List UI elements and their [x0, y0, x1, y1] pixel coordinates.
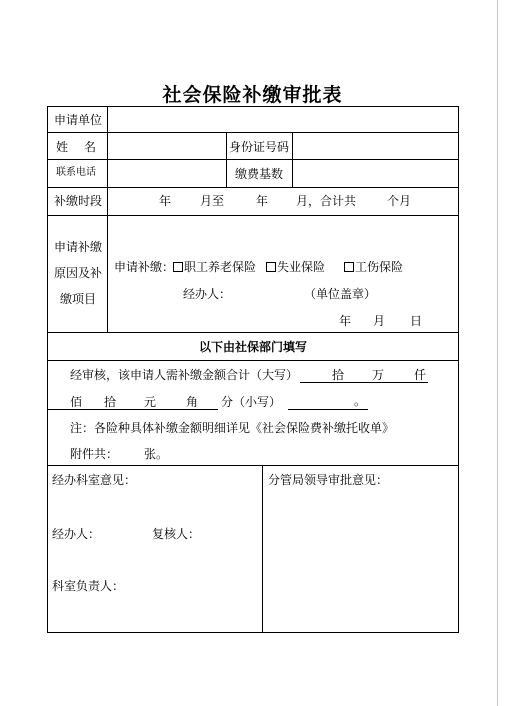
id-number-field[interactable] — [295, 135, 454, 157]
injury-checkbox[interactable] — [344, 262, 354, 272]
unit-label: 申请单位 — [54, 113, 103, 127]
reason-date-year: 年 — [339, 314, 352, 328]
phone-label: 联系电话 — [56, 167, 96, 178]
amount-shi: 拾 — [104, 395, 117, 409]
name-label: 姓 名 — [56, 140, 99, 154]
amount-fen-small: 分（小写） — [221, 395, 282, 409]
period-label: 补缴时段 — [54, 194, 103, 208]
pension-label: 职工养老保险 — [184, 260, 257, 274]
injury-option[interactable] — [344, 261, 403, 273]
leader-opinion-label: 分管局领导审批意见： — [268, 473, 389, 487]
period-year2: 年 — [256, 194, 269, 208]
reason-label-line3: 缴项目 — [60, 292, 97, 306]
form-title: 社会保险补缴审批表 — [162, 84, 343, 106]
base-field[interactable] — [295, 162, 454, 184]
reason-date-month: 月 — [373, 314, 386, 328]
approval-form-table — [47, 106, 459, 633]
amount-end-mark: 。 — [354, 394, 367, 408]
office-opinion-label: 经办科室意见： — [52, 473, 137, 487]
amount-bai: 佰 — [70, 395, 83, 409]
name-field[interactable] — [110, 135, 222, 157]
unemployment-label: 失业保险 — [277, 260, 326, 274]
unemployment-checkbox[interactable] — [266, 262, 276, 272]
amount-wan: 万 — [372, 368, 385, 382]
period-month-total: 月，合计共 — [296, 194, 357, 208]
phone-field[interactable] — [110, 162, 222, 184]
unit-seal-label: （单位盖章） — [304, 287, 377, 301]
section-header: 以下由社保部门填写 — [198, 340, 307, 354]
attachment-prefix: 附件共： — [70, 447, 119, 461]
reviewer-label: 复核人： — [152, 527, 201, 541]
bottom-handler-label: 经办人： — [52, 527, 101, 541]
unit-field[interactable] — [110, 110, 454, 130]
reason-label-line1: 申请补缴 — [54, 240, 103, 254]
amount-qian: 仟 — [414, 368, 427, 382]
period-month-to: 月至 — [200, 194, 225, 208]
section-head-label: 科室负责人： — [52, 579, 125, 593]
reason-prefix: 申请补缴： — [114, 260, 175, 274]
review-note: 注：各险种具体补缴金额明细详见《社会保险费补缴托收单》 — [70, 421, 395, 435]
attachment-suffix: 张。 — [144, 447, 169, 461]
reason-label-line2: 原因及补 — [54, 266, 103, 280]
base-label: 缴费基数 — [235, 167, 284, 181]
reason-date-day: 日 — [410, 314, 423, 328]
reason-handler-label: 经办人： — [183, 287, 232, 301]
period-year1: 年 — [159, 194, 172, 208]
pension-option[interactable] — [173, 261, 256, 273]
unemployment-option[interactable] — [266, 261, 325, 273]
review-line1-prefix: 经审核，该申请人需补缴金额合计（大写） — [70, 368, 299, 382]
pension-checkbox[interactable] — [173, 262, 183, 272]
amount-shi-wan: 拾 — [332, 368, 345, 382]
amount-yuan: 元 — [144, 395, 157, 409]
id-number-label: 身份证号码 — [229, 140, 290, 154]
amount-jiao: 角 — [186, 395, 199, 409]
period-months: 个月 — [387, 194, 412, 208]
injury-label: 工伤保险 — [355, 260, 404, 274]
